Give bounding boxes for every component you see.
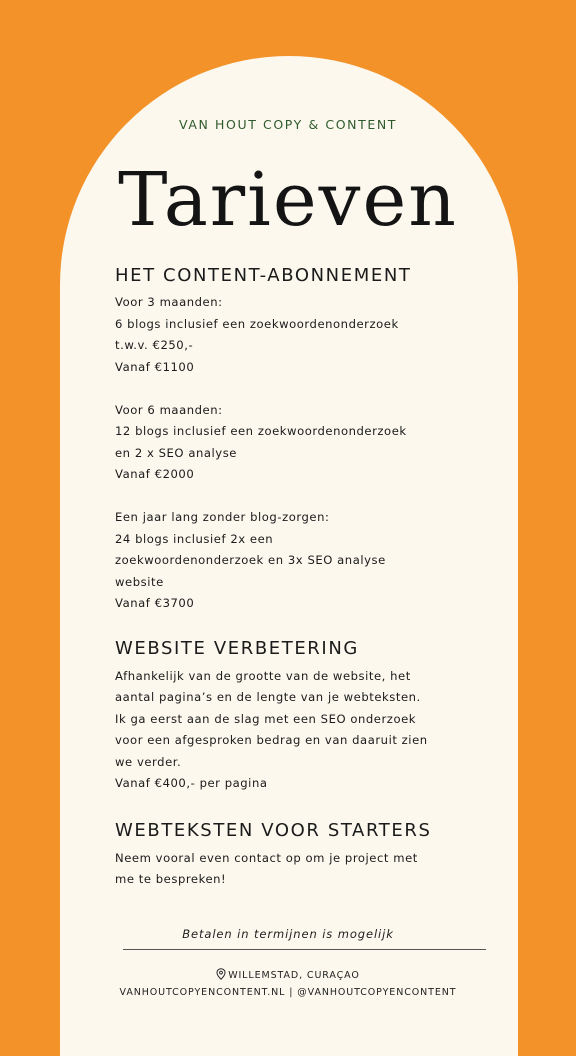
block-line: voor een afgesproken bedrag en van daaruit zien: [115, 733, 428, 747]
block-line: Afhankelijk van de grootte van de website, het: [115, 668, 411, 683]
price-line: Vanaf €3700: [115, 596, 195, 610]
starters-text: [115, 848, 490, 891]
block-line: en 2 x SEO analyse: [115, 445, 237, 460]
block-line: t.w.v. €250,-: [115, 338, 194, 352]
block-line: Voor 6 maanden:: [115, 402, 223, 417]
block-line: zoekwoordenonderzoek en 3x SEO analyse: [115, 553, 386, 567]
abonnement-block-1: [115, 292, 490, 378]
page-title: Tarieven: [118, 157, 458, 243]
section-heading-abonnement: HET CONTENT-ABONNEMENT: [115, 265, 412, 286]
location-text: WILLEMSTAD, CURAÇAO: [228, 970, 360, 981]
block-line: 6 blogs inclusief een zoekwoordenonderzoek: [115, 316, 399, 331]
section-heading-website: WEBSITE VERBETERING: [115, 637, 359, 659]
brand-name: VAN HOUT COPY & CONTENT: [178, 117, 398, 132]
abonnement-block-2: [115, 400, 490, 486]
block-line: Neem vooral even contact op om je project met: [115, 850, 418, 865]
pricing-content: [115, 264, 490, 891]
footer-divider: [123, 949, 486, 950]
block-line: 24 blogs inclusief 2x een: [115, 531, 274, 546]
block-line: we verder.: [115, 754, 182, 769]
block-line: website: [115, 574, 164, 589]
price-line: Vanaf €400,- per pagina: [115, 776, 268, 790]
abonnement-block-3: [115, 507, 490, 615]
website-text: [115, 666, 490, 795]
block-line: 12 blogs inclusief een zoekwoordenonderzoek: [115, 424, 407, 438]
price-line: Vanaf €2000: [115, 467, 195, 481]
price-line: Vanaf €1100: [115, 359, 195, 374]
section-heading-starters: WEBTEKSTEN VOOR STARTERS: [115, 819, 432, 841]
block-line: Voor 3 maanden:: [115, 295, 223, 309]
payment-note: Betalen in termijnen is mogelijk: [182, 927, 394, 941]
block-line: aantal pagina’s en de lengte van je webteksten.: [115, 690, 421, 704]
location-line: [0, 968, 576, 981]
contact-links[interactable]: VANHOUTCOPYENCONTENT.NL | @VANHOUTCOPYENCONTENT: [119, 987, 457, 998]
location-pin-icon: [216, 970, 228, 981]
block-line: Een jaar lang zonder blog-zorgen:: [115, 510, 330, 524]
block-line: me te bespreken!: [115, 872, 227, 886]
block-line: Ik ga eerst aan de slag met een SEO onderzoek: [115, 711, 417, 726]
